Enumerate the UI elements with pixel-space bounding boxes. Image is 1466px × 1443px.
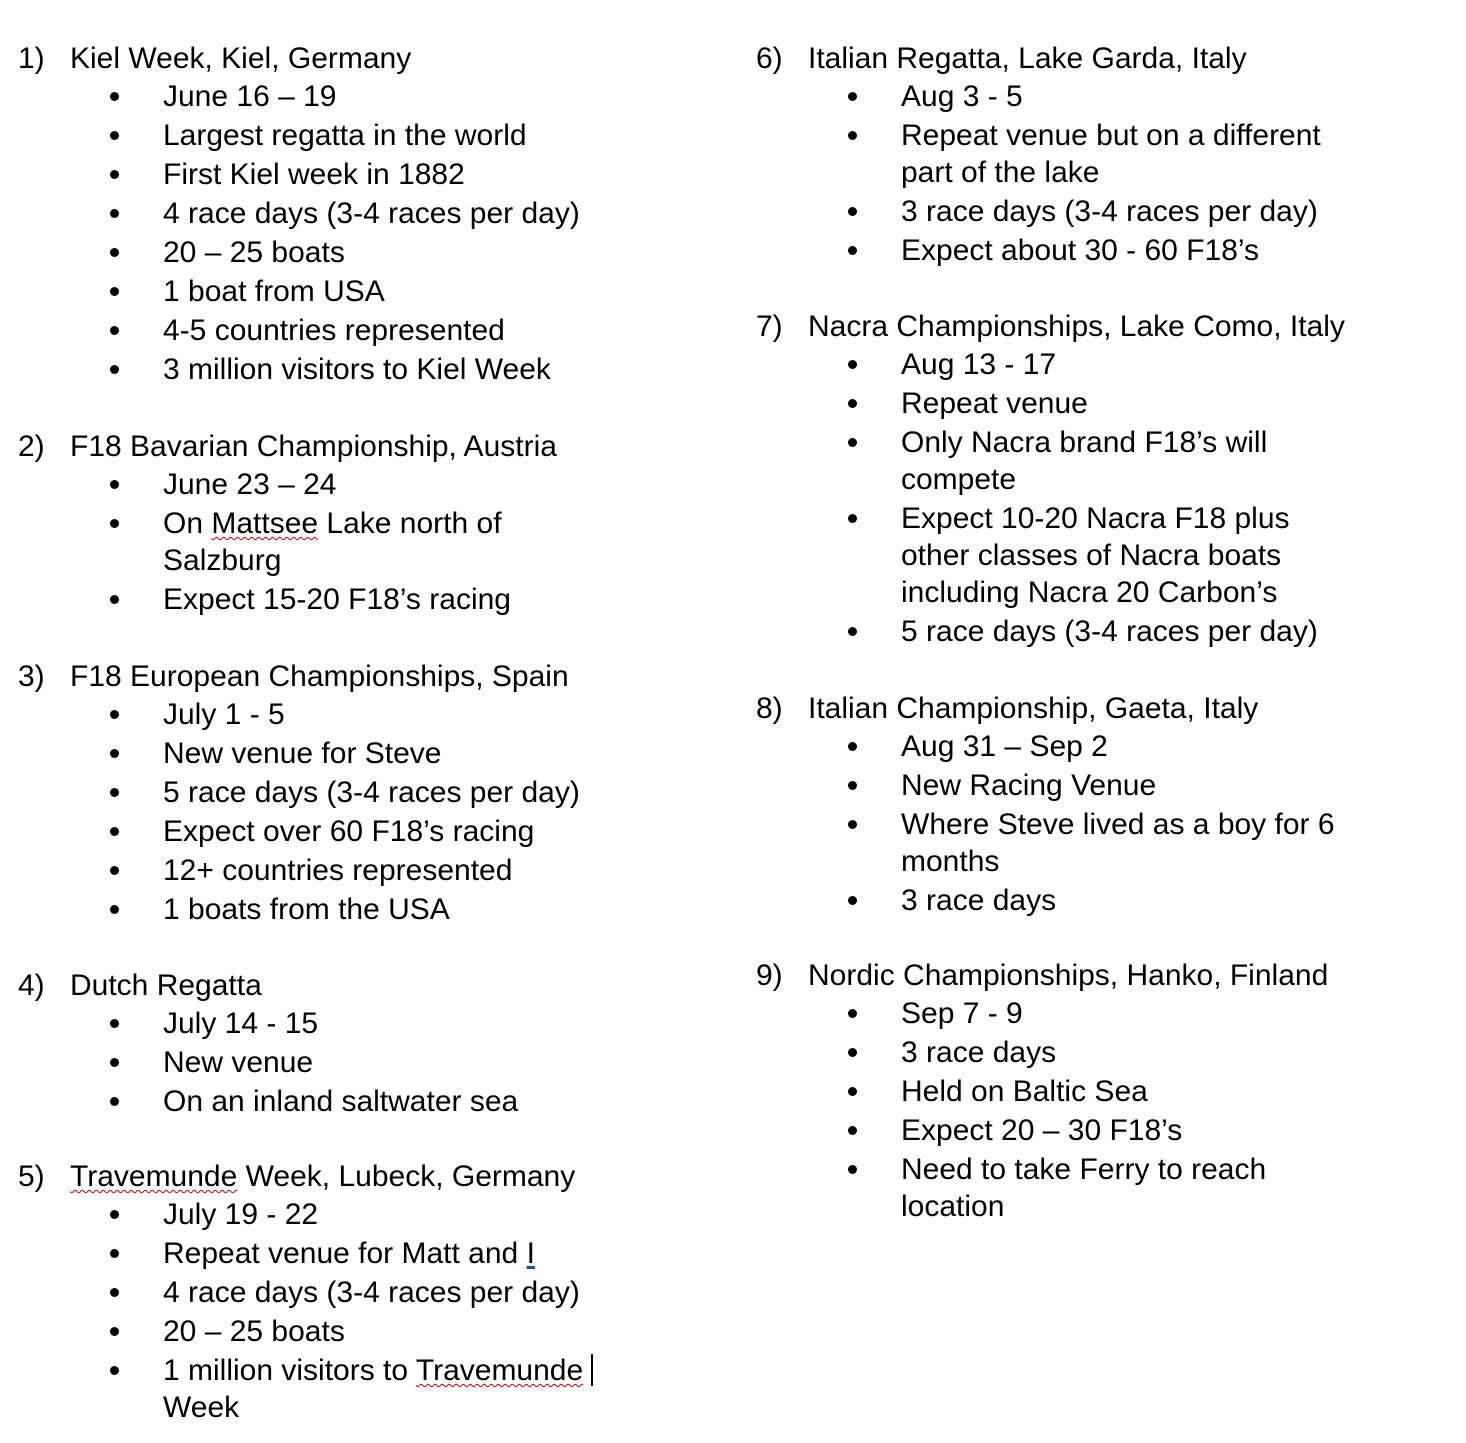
- list-item: [18, 1005, 698, 1042]
- list-item-text: 3 race days: [901, 884, 1057, 917]
- list-item-text: 5 race days (3-4 races per day): [901, 615, 1318, 648]
- list-item: [18, 1235, 698, 1272]
- bullet-icon: [848, 246, 857, 255]
- list-item: [756, 882, 1456, 919]
- bullet-icon: [110, 1366, 119, 1375]
- bullet-icon: [848, 1009, 857, 1018]
- bullet-icon: [110, 287, 119, 296]
- event-9: [756, 957, 1456, 1227]
- list-item-text: Repeat venue: [901, 387, 1088, 420]
- list-item-text: New venue: [163, 1046, 314, 1079]
- bullet-icon: [110, 480, 119, 489]
- list-item-text: On an inland saltwater sea: [163, 1085, 519, 1118]
- bullet-icon: [110, 1210, 119, 1219]
- event-number: 4): [18, 969, 45, 1002]
- event-details: [18, 1005, 698, 1120]
- bullet-icon: [848, 360, 857, 369]
- list-item-text: 1 boats from the USA: [163, 893, 450, 926]
- event-details: [18, 696, 698, 928]
- event-8: [756, 690, 1456, 921]
- list-item-text: Expect 15-20 F18’s racing: [163, 583, 511, 616]
- bullet-icon: [848, 1126, 857, 1135]
- event-number: 2): [18, 430, 45, 463]
- list-item: [18, 195, 698, 232]
- list-item: [756, 1073, 1456, 1110]
- event-title: Kiel Week, Kiel, Germany: [70, 42, 412, 75]
- list-item-text: 20 – 25 boats: [163, 1315, 345, 1348]
- list-item-text: 4-5 countries represented: [163, 314, 505, 347]
- list-item-text: 12+ countries represented: [163, 854, 513, 887]
- event-details: [756, 995, 1456, 1225]
- event-title: F18 European Championships, Spain: [70, 660, 569, 693]
- list-item: [756, 1034, 1456, 1071]
- list-item: [18, 234, 698, 271]
- event-1: [18, 40, 698, 390]
- list-item: [756, 117, 1366, 191]
- list-item: [18, 117, 698, 154]
- list-item-text: 3 race days (3-4 races per day): [901, 195, 1318, 228]
- spelling-mark[interactable]: Travemunde: [415, 1354, 584, 1387]
- list-item-text: Held on Baltic Sea: [901, 1075, 1148, 1108]
- list-item: [18, 891, 698, 928]
- list-item-text: Aug 31 – Sep 2: [901, 730, 1108, 763]
- list-item: [756, 385, 1456, 422]
- bullet-icon: [110, 905, 119, 914]
- list-item: [18, 852, 698, 889]
- bullet-icon: [110, 1058, 119, 1067]
- list-item-text: July 14 - 15: [163, 1007, 319, 1040]
- bullet-icon: [110, 710, 119, 719]
- list-item: [756, 728, 1456, 765]
- list-item-text: Expect 10-20 Nacra F18 plus other classes of Nacra boats including Nacra 20 Carbon’s: [901, 502, 1290, 609]
- event-5: [18, 1158, 698, 1428]
- list-item-text: 4 race days (3-4 races per day): [163, 197, 580, 230]
- list-item-text: 5 race days (3-4 races per day): [163, 776, 580, 809]
- event-title: Dutch Regatta: [70, 969, 262, 1002]
- event-number: 5): [18, 1160, 45, 1193]
- list-item: [18, 1083, 698, 1120]
- event-number: 7): [756, 310, 783, 343]
- list-item-text: New Racing Venue: [901, 769, 1157, 802]
- list-item: [18, 1044, 698, 1081]
- list-item-text: 1 million visitors to Travemunde Week: [163, 1354, 593, 1424]
- list-item: [756, 806, 1381, 880]
- list-item: [18, 1313, 698, 1350]
- event-heading: [756, 40, 1456, 78]
- list-item: [756, 78, 1456, 115]
- event-heading: [18, 967, 698, 1005]
- bullet-icon: [110, 326, 119, 335]
- bullet-icon: [110, 749, 119, 758]
- list-item-text: Where Steve lived as a boy for 6 months: [901, 808, 1335, 878]
- list-item: [18, 466, 698, 503]
- list-item-text: Need to take Ferry to reach location: [901, 1153, 1267, 1223]
- bullet-icon: [110, 1097, 119, 1106]
- list-item: [18, 696, 698, 733]
- list-item-text: On Mattsee Lake north of Salzburg: [163, 507, 502, 577]
- list-item-text: Sep 7 - 9: [901, 997, 1023, 1030]
- list-item: [756, 500, 1331, 611]
- list-item: [756, 1151, 1311, 1225]
- event-2: [18, 428, 698, 620]
- event-3: [18, 658, 698, 930]
- event-heading: [756, 308, 1456, 346]
- list-item: [18, 735, 698, 772]
- event-title: Nordic Championships, Hanko, Finland: [808, 959, 1329, 992]
- list-item-text: 3 million visitors to Kiel Week: [163, 353, 551, 386]
- list-item: [18, 505, 558, 579]
- bullet-icon: [848, 1048, 857, 1057]
- event-number: 1): [18, 42, 45, 75]
- event-title: Italian Championship, Gaeta, Italy: [808, 692, 1259, 725]
- spelling-mark[interactable]: Mattsee: [211, 507, 319, 540]
- list-item: [756, 424, 1311, 498]
- list-item: [756, 995, 1456, 1032]
- bullet-icon: [848, 514, 857, 523]
- list-item: [756, 613, 1456, 650]
- bullet-icon: [110, 595, 119, 604]
- bullet-icon: [110, 170, 119, 179]
- bullet-icon: [848, 207, 857, 216]
- list-item-text: Aug 13 - 17: [901, 348, 1057, 381]
- bullet-icon: [110, 866, 119, 875]
- bullet-icon: [110, 92, 119, 101]
- list-item-text: Largest regatta in the world: [163, 119, 527, 152]
- list-item-text: June 23 – 24: [163, 468, 337, 501]
- event-title: Travemunde Week, Lubeck, Germany: [70, 1160, 576, 1193]
- event-7: [756, 308, 1456, 652]
- list-item: [18, 1196, 698, 1233]
- bullet-icon: [848, 820, 857, 829]
- bullet-icon: [110, 1249, 119, 1258]
- list-item: [18, 78, 698, 115]
- event-heading: [756, 690, 1456, 728]
- list-item: [18, 774, 698, 811]
- event-details: [756, 346, 1456, 650]
- bullet-icon: [110, 209, 119, 218]
- list-item-text: 20 – 25 boats: [163, 236, 345, 269]
- list-item: [18, 273, 698, 310]
- list-item-text: 1 boat from USA: [163, 275, 385, 308]
- bullet-icon: [848, 131, 857, 140]
- bullet-icon: [110, 248, 119, 257]
- bullet-icon: [848, 896, 857, 905]
- bullet-icon: [110, 519, 119, 528]
- event-details: [18, 78, 698, 388]
- bullet-icon: [848, 438, 857, 447]
- bullet-icon: [848, 399, 857, 408]
- list-item: [756, 346, 1456, 383]
- list-item-text: July 19 - 22: [163, 1198, 319, 1231]
- bullet-icon: [848, 1165, 857, 1174]
- list-item-text: Aug 3 - 5: [901, 80, 1023, 113]
- event-number: 8): [756, 692, 783, 725]
- event-number: 9): [756, 959, 783, 992]
- bullet-icon: [110, 1288, 119, 1297]
- list-item: [18, 581, 698, 618]
- bullet-icon: [848, 742, 857, 751]
- bullet-icon: [110, 131, 119, 140]
- list-item-text: Repeat venue for Matt and I: [163, 1237, 535, 1270]
- list-item-text: Only Nacra brand F18’s will compete: [901, 426, 1268, 496]
- list-item-text: New venue for Steve: [163, 737, 442, 770]
- event-details: [756, 78, 1456, 269]
- list-item: [756, 1112, 1456, 1149]
- list-item-text: Repeat venue but on a different part of the lake: [901, 119, 1321, 189]
- list-item: [18, 813, 698, 850]
- list-item: [18, 1274, 698, 1311]
- event-heading: [18, 658, 698, 696]
- bullet-icon: [110, 827, 119, 836]
- bullet-icon: [848, 1087, 857, 1096]
- bullet-icon: [848, 781, 857, 790]
- bullet-icon: [848, 92, 857, 101]
- event-4: [18, 967, 698, 1122]
- event-heading: [756, 957, 1456, 995]
- event-heading: [18, 1158, 698, 1196]
- bullet-icon: [848, 627, 857, 636]
- list-item-text: First Kiel week in 1882: [163, 158, 465, 191]
- event-title: Nacra Championships, Lake Como, Italy: [808, 310, 1345, 343]
- event-6: [756, 40, 1456, 271]
- bullet-icon: [110, 1327, 119, 1336]
- bullet-icon: [110, 1019, 119, 1028]
- list-item: [18, 351, 698, 388]
- list-item: [18, 156, 698, 193]
- text-cursor: [591, 1354, 593, 1386]
- list-item-text: Expect 20 – 30 F18’s: [901, 1114, 1183, 1147]
- list-item: [18, 1352, 663, 1426]
- list-item: [756, 767, 1456, 804]
- list-item-text: 4 race days (3-4 races per day): [163, 1276, 580, 1309]
- list-item: [18, 312, 698, 349]
- list-item-text: Expect about 30 - 60 F18’s: [901, 234, 1260, 267]
- list-item: [756, 232, 1456, 269]
- event-details: [756, 728, 1456, 919]
- event-title: F18 Bavarian Championship, Austria: [70, 430, 557, 463]
- grammar-mark[interactable]: I: [526, 1237, 535, 1270]
- bullet-icon: [110, 365, 119, 374]
- event-heading: [18, 428, 698, 466]
- bullet-icon: [110, 788, 119, 797]
- event-number: 6): [756, 42, 783, 75]
- list-item-text: Expect over 60 F18’s racing: [163, 815, 535, 848]
- event-title: Italian Regatta, Lake Garda, Italy: [808, 42, 1247, 75]
- list-item-text: June 16 – 19: [163, 80, 337, 113]
- list-item-text: 3 race days: [901, 1036, 1057, 1069]
- event-heading: [18, 40, 698, 78]
- spelling-mark[interactable]: Travemunde: [70, 1160, 238, 1193]
- event-details: [18, 1196, 698, 1426]
- list-item-text: July 1 - 5: [163, 698, 285, 731]
- event-details: [18, 466, 698, 618]
- event-number: 3): [18, 660, 45, 693]
- list-item: [756, 193, 1456, 230]
